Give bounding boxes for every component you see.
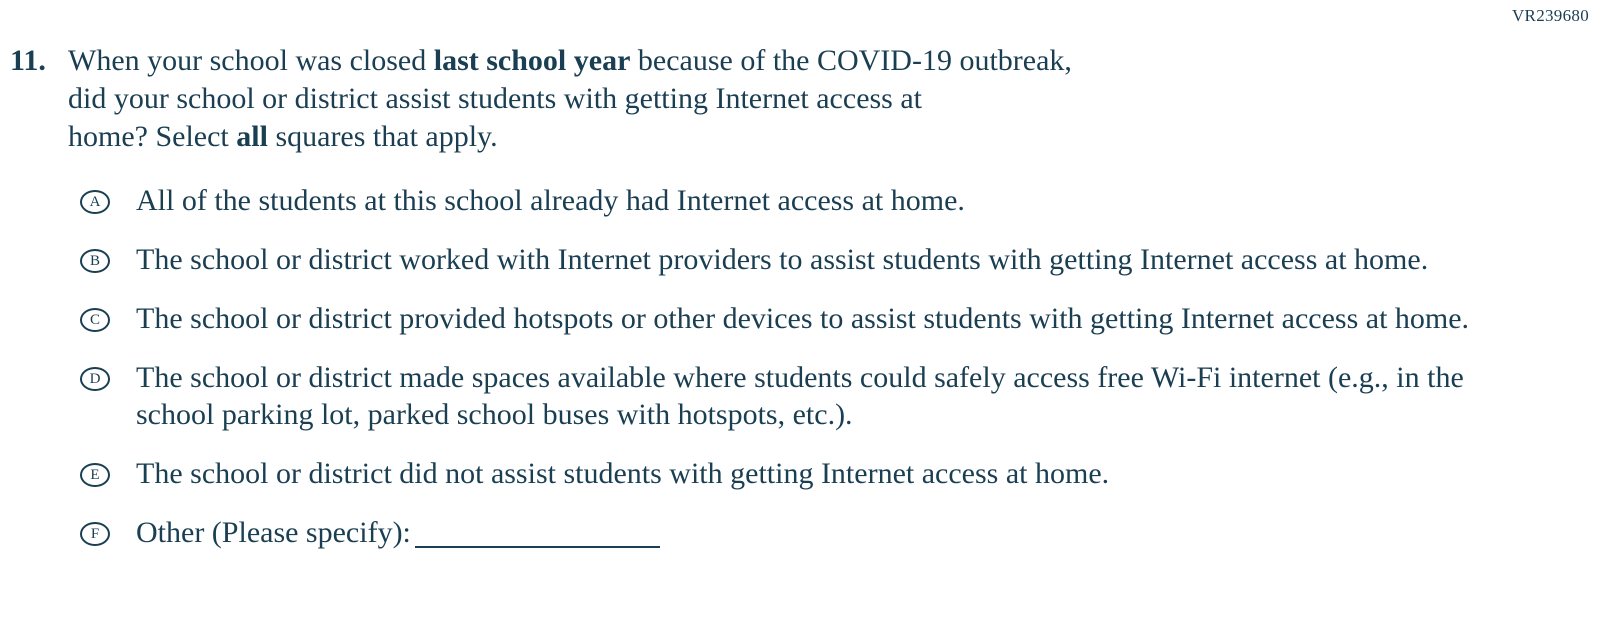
question-line [68,80,1072,118]
question-line-pre: home? Select [68,120,237,153]
option-label-c: The school or district provided hotspots or other devices to assist students with getting Internet access at home. [136,302,1470,335]
question-text [68,42,1072,156]
option-label-a: All of the students at this school already had Internet access at home. [136,184,965,217]
question-line-bold: all [236,120,268,153]
option-label-f-text: Other (Please specify): [136,516,411,549]
option-row-d[interactable] [80,359,1530,433]
question-line [68,118,1072,156]
question-line-post: because of the COVID-19 outbreak, [630,44,1072,77]
options-list [80,182,1591,551]
question-number: 11. [10,44,46,77]
question-line-pre: did your school or district assist students with getting Internet access at [68,82,923,115]
option-row-f[interactable] [80,514,1530,551]
option-label-e: The school or district did not assist students with getting Internet access at home. [136,457,1110,490]
form-code: VR239680 [1511,6,1589,25]
question-line-post: squares that apply. [267,120,498,153]
option-bubble-a-icon[interactable]: A [80,190,110,214]
other-specify-input[interactable] [415,518,660,548]
option-label-d: The school or district made spaces available where students could safely access free Wi-Fi internet (e.g., in the school parking lot, parked school buses with hotspots, etc.). [136,361,1464,431]
option-bubble-f-icon[interactable]: F [80,522,110,546]
option-bubble-c-icon[interactable]: C [80,308,110,332]
option-row-a[interactable] [80,182,1530,219]
option-label-f [136,514,660,551]
option-bubble-e-icon[interactable]: E [80,463,110,487]
option-row-b[interactable] [80,241,1530,278]
question-line-bold: last school year [433,44,631,77]
option-bubble-b-icon[interactable]: B [80,249,110,273]
option-bubble-d-icon[interactable]: D [80,367,110,391]
question-line [68,42,1072,80]
option-row-c[interactable] [80,300,1530,337]
option-row-e[interactable] [80,455,1530,492]
option-label-b: The school or district worked with Internet providers to assist students with getting Internet access at home. [136,243,1429,276]
question-line-pre: When your school was closed [68,44,434,77]
question-block [10,42,1591,156]
